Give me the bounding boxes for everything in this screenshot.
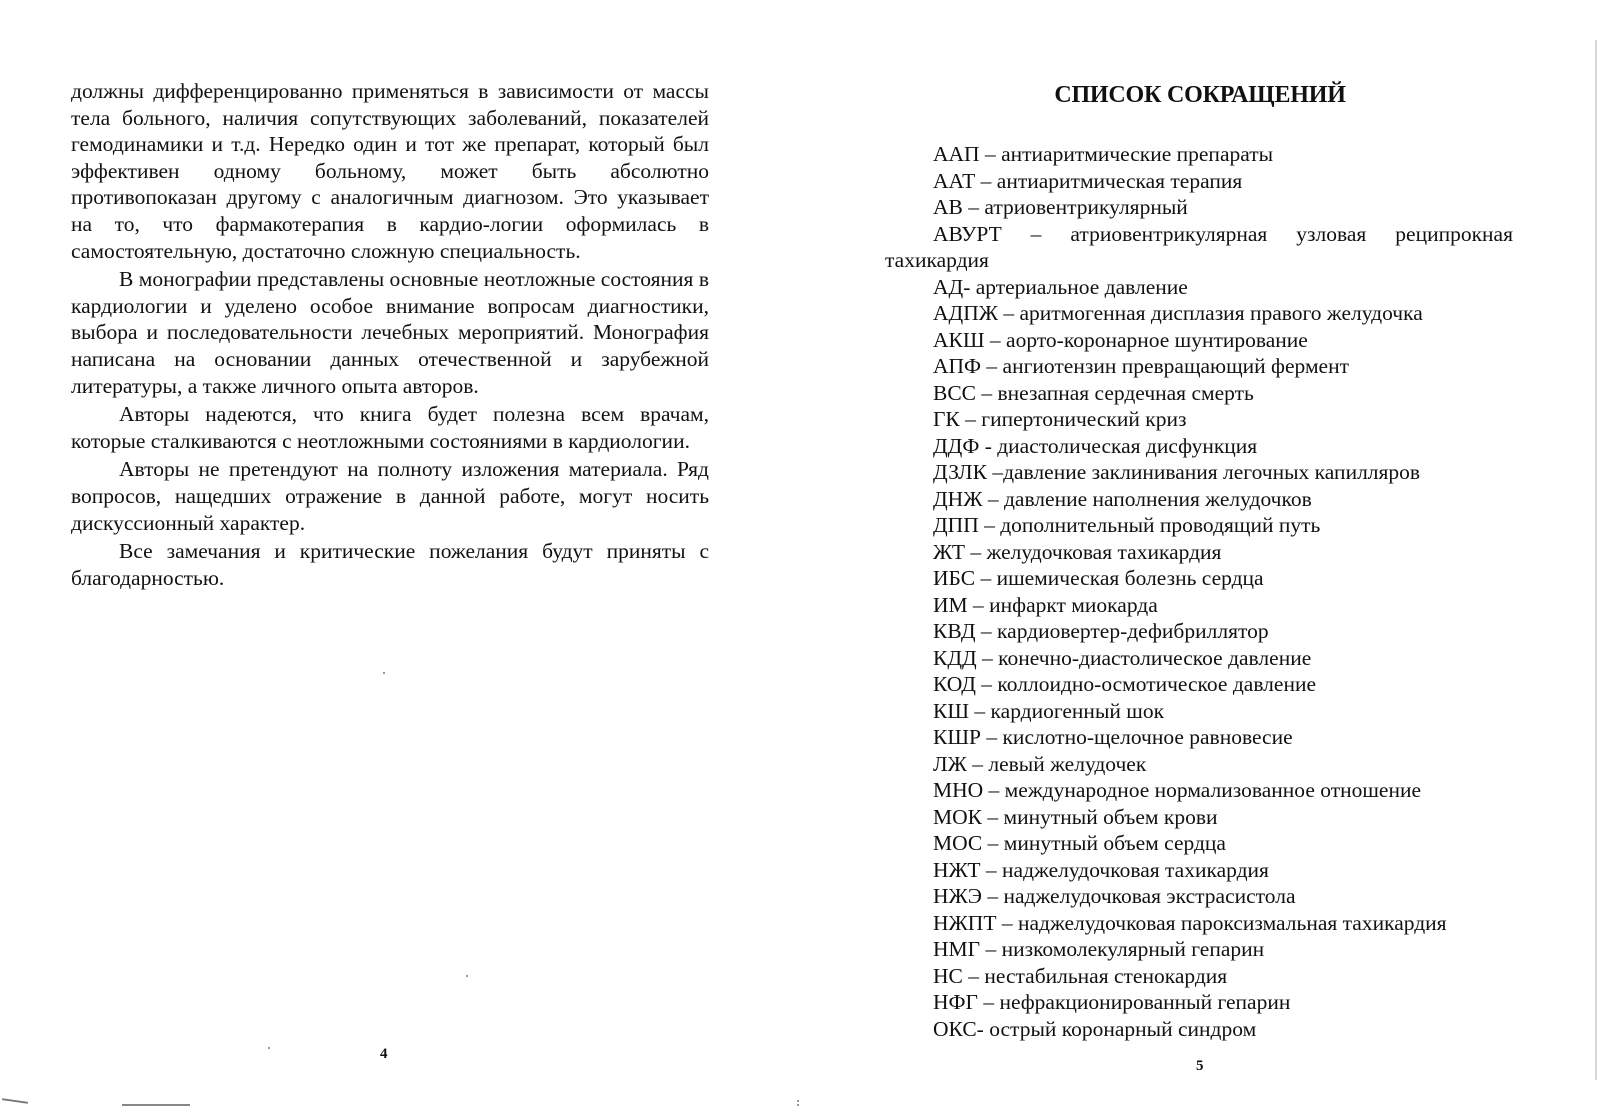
list-item: КШ – кардиогенный шок	[933, 698, 1165, 723]
list-item: КДД – конечно-диастолическое давление	[933, 645, 1312, 670]
list-item: ГК – гипертонический криз	[933, 407, 1187, 431]
paragraph-5: Все замечания и критические пожелания будут приняты с благодарностью.	[71, 539, 709, 590]
scan-speck	[383, 672, 385, 674]
paragraph-3: Авторы надеются, что книга будет полезна всем врачам, которые сталкиваются с неотложными состояниями в кардиологии.	[71, 402, 709, 453]
list-item-abvurt	[885, 221, 1513, 274]
page-number-left: 4	[380, 1046, 388, 1062]
paragraph-4: Авторы не претендуют на полноту изложения материала. Ряд вопросов, нащедших отражение в данной работе, могут носить дискуссионный характер.	[71, 457, 709, 535]
scan-speck	[268, 1047, 270, 1049]
list-item: АПФ – ангиотензин превращающий фермент	[933, 354, 1349, 378]
list-item: ДПП – дополнительный проводящий путь	[933, 513, 1321, 537]
left-page-body	[71, 78, 709, 593]
scan-speck	[797, 1100, 799, 1102]
list-item: НМГ – низкомолекулярный гепарин	[933, 937, 1265, 961]
list-item: МОК – минутный объем крови	[933, 804, 1218, 829]
list-item: КВД – кардиовертер-дефибриллятор	[933, 619, 1269, 643]
list-item: ААП – антиаритмические препараты	[933, 142, 1274, 166]
list-item: ДЗЛК –давление заклинивания легочных капилляров	[933, 460, 1421, 484]
list-item: ААТ – антиаритмическая терапия	[933, 168, 1243, 193]
list-item: НФГ – нефракционированный гепарин	[933, 990, 1291, 1014]
paragraph-2: В монографии представлены основные неотложные состояния в кардиологии и уделено особое внимание вопросам диагностики, выбора и последовательности лечебных мероприятий. Монография написана на основании данных отечественной и зарубежной литературы, а также личного опыта авторов.	[71, 267, 709, 398]
list-item: АД- артериальное давление	[933, 274, 1188, 299]
list-item: НЖТ – наджелудочковая тахикардия	[933, 857, 1269, 882]
list-item: АВ – атриовентрикулярный	[933, 195, 1188, 219]
left-page	[0, 0, 780, 1108]
list-item-line: тахикардия	[885, 248, 989, 272]
abbreviation-list	[885, 141, 1513, 1042]
scan-speck	[466, 975, 468, 977]
list-item: МНО – международное нормализованное отношение	[933, 778, 1422, 802]
scan-edge-line	[1595, 40, 1597, 1080]
list-item: АКШ – аорто-коронарное шунтирование	[933, 327, 1308, 352]
list-item: НЖПТ – наджелудочковая пароксизмальная тахикардия	[933, 910, 1447, 935]
list-item: ИМ – инфаркт миокарда	[933, 592, 1158, 617]
right-page	[800, 0, 1600, 1108]
list-item: АДПЖ – аритмогенная дисплазия правого желудочка	[933, 301, 1423, 325]
list-item: НС – нестабильная стенокардия	[933, 963, 1228, 988]
scan-speck	[797, 1104, 799, 1106]
page-title: СПИСОК СОКРАЩЕНИЙ	[1054, 82, 1346, 108]
list-item: КОД – коллоидно-осмотическое давление	[933, 672, 1317, 696]
scan-dash	[122, 1104, 190, 1106]
list-item: ЛЖ – левый желудочек	[933, 751, 1147, 776]
paragraph-1: должны дифференцированно применяться в зависимости от массы тела больного, наличия сопутствующих заболеваний, показателей гемодинамики и т.д. Нередко один и тот же препарат, который был эффективен одному больному, может быть абсолютно противопоказан другому с аналогичным диагнозом. Это указывает на то, что фармакотерапия в кардио-логии оформилась в самостоятельную, достаточно сложную специальность.	[71, 79, 709, 263]
page-number-right: 5	[1196, 1058, 1204, 1074]
list-item: ДНЖ – давление наполнения желудочков	[933, 486, 1312, 511]
list-item: МОС – минутный объем сердца	[933, 831, 1226, 855]
list-item: КШР – кислотно-щелочное равновесие	[933, 725, 1293, 749]
list-item: ВСС – внезапная сердечная смерть	[933, 380, 1254, 405]
list-item: НЖЭ – наджелудочковая экстрасистола	[933, 884, 1296, 908]
list-item-line: АВУРТ – атриовентрикулярная узловая реципрокная	[933, 221, 1513, 246]
list-item: ЖТ – желудочковая тахикардия	[933, 539, 1222, 564]
list-item: ДДФ - диастолическая дисфункция	[933, 433, 1258, 458]
list-item: ОКС- острый коронарный синдром	[933, 1016, 1257, 1041]
list-item: ИБС – ишемическая болезнь сердца	[933, 566, 1264, 590]
